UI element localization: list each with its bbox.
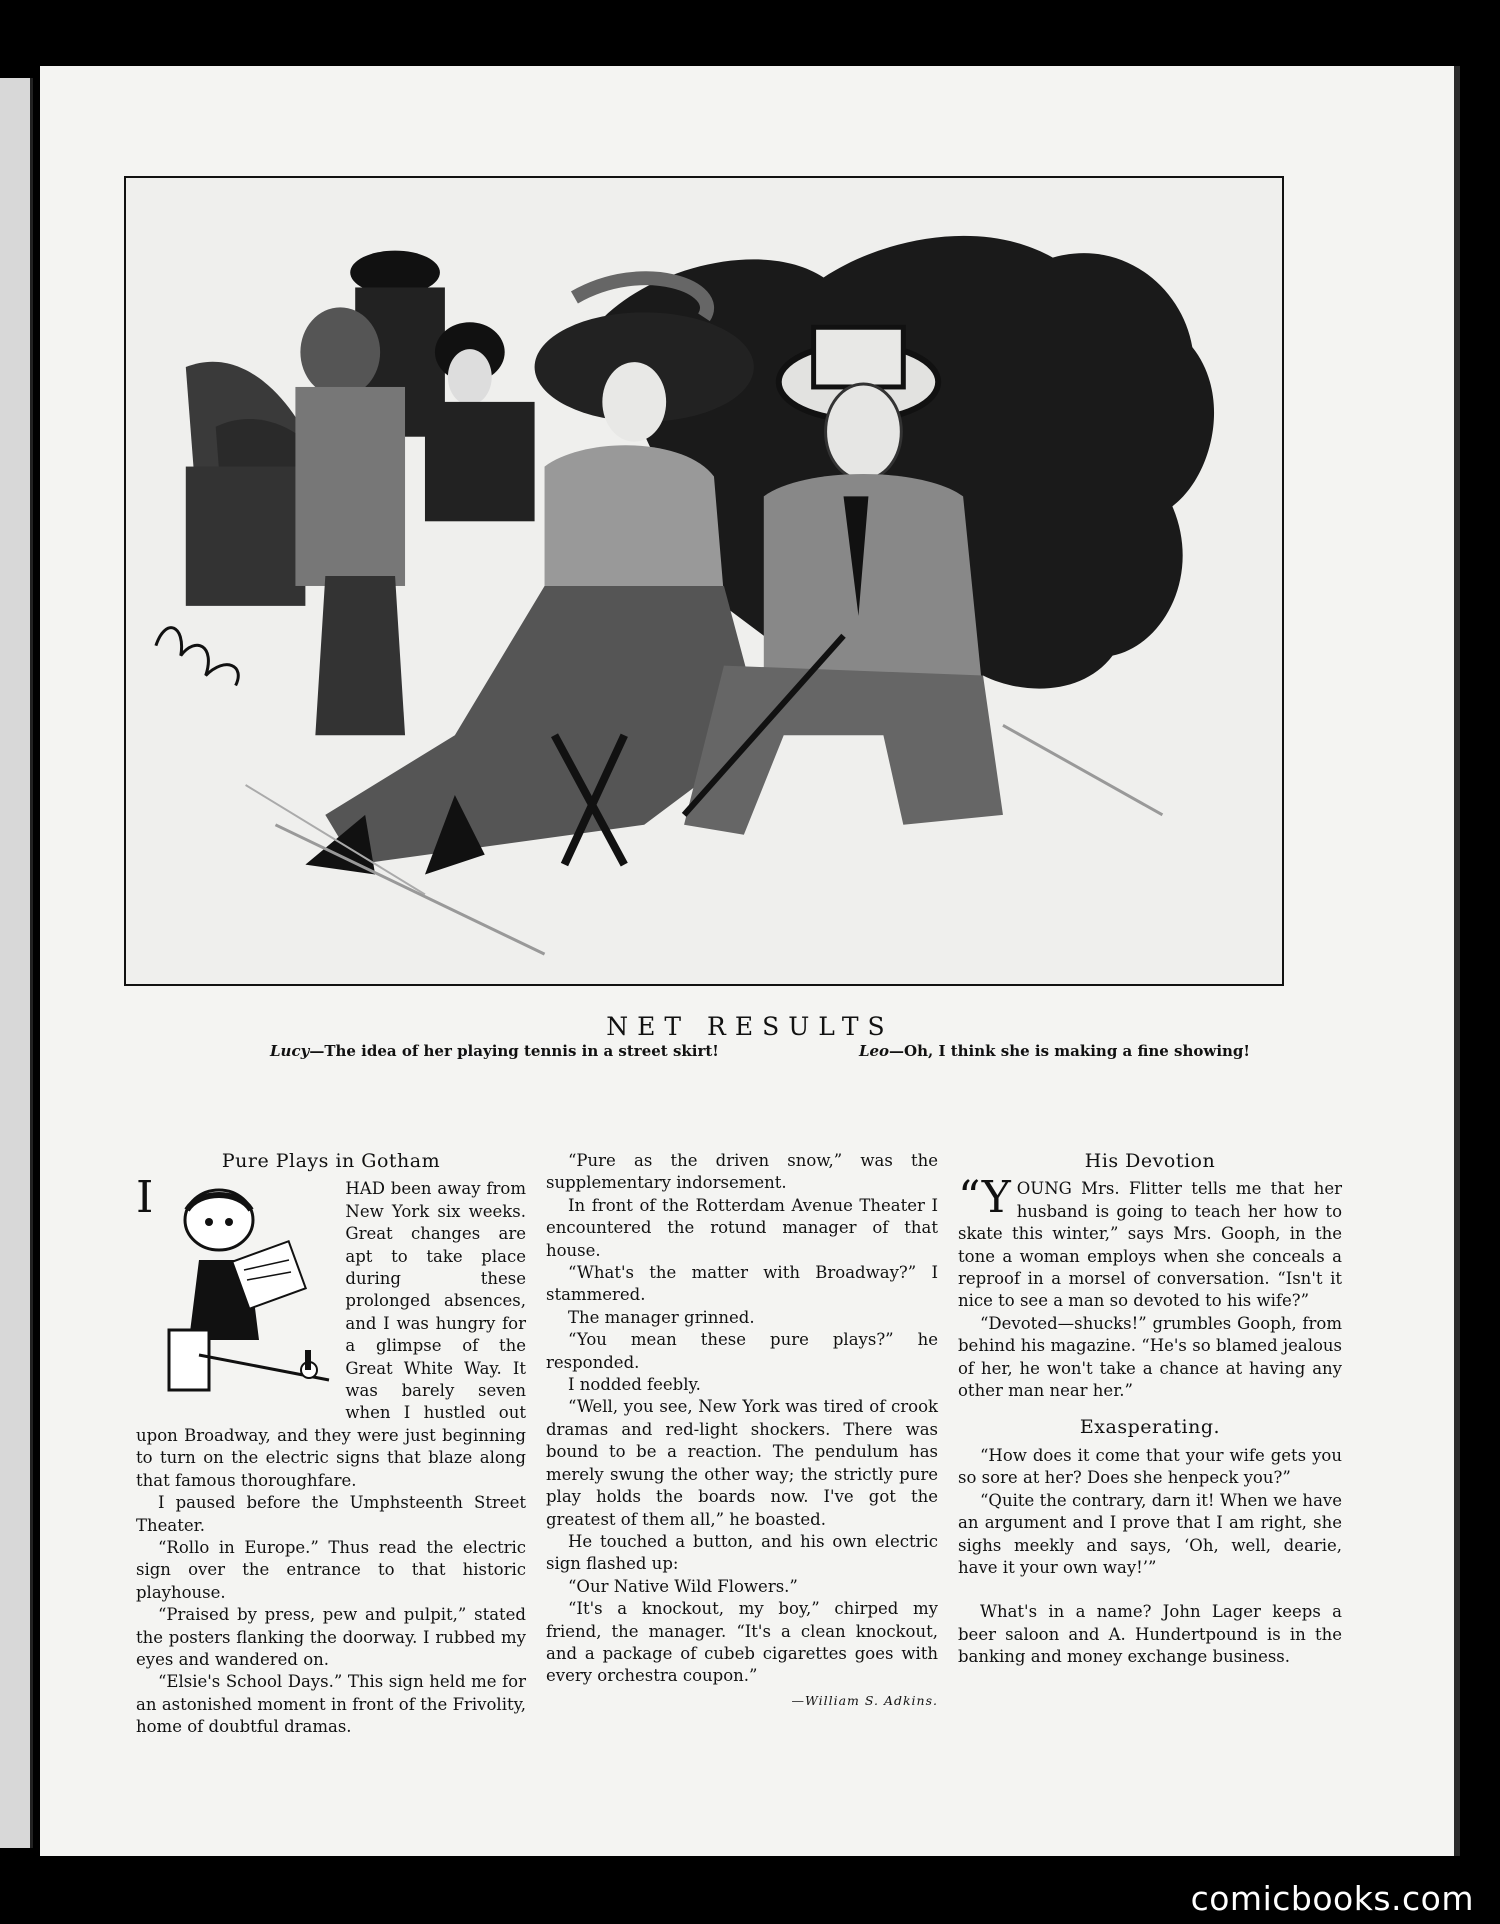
caption-left [270, 1042, 719, 1060]
speaker-lucy: Lucy [270, 1042, 310, 1060]
article-paragraph: “It's a knockout, my boy,” chirped my friend, the manager. “It's a clean knockout, and a package of cubeb cigarettes goes with every orchestra coupon.” [546, 1599, 938, 1686]
article-paragraph: “What's the matter with Broadway?” I stammered. [546, 1263, 938, 1305]
drop-cap: “Y [958, 1172, 1011, 1224]
article-paragraph [136, 1172, 526, 1492]
article-paragraph: I nodded feebly. [568, 1375, 701, 1395]
cartoon-man-reading-icon [159, 1180, 335, 1404]
illustration-drawing [126, 178, 1282, 984]
article-paragraph: “You mean these pure plays?” he responded. [546, 1330, 938, 1372]
illustration-caption [270, 1042, 1250, 1060]
caption-right-text: —Oh, I think she is making a fine showing! [889, 1042, 1250, 1060]
article-paragraph: The manager grinned. [568, 1307, 755, 1327]
illustration-title: NET RESULTS [606, 1012, 894, 1041]
article-paragraph: He touched a button, and his own electric sign flashed up: [546, 1531, 938, 1574]
column-1 [136, 1150, 526, 1739]
column-3 [958, 1150, 1342, 1669]
article-paragraph: “How does it come that your wife gets you so sore at her? Does she henpeck you?” [958, 1445, 1342, 1488]
article-paragraph: In front of the Rotterdam Avenue Theater I encountered the rotund manager of that house. [546, 1195, 938, 1260]
article-paragraph: I paused before the Umphsteenth Street Theater. [136, 1493, 526, 1535]
article-paragraph: “Praised by press, pew and pulpit,” stated the posters flanking the doorway. I rubbed my eyes and wandered on. [136, 1605, 526, 1669]
article-heading-his-devotion: His Devotion [1084, 1150, 1216, 1172]
article-heading-exasperating: Exasperating. [1079, 1416, 1221, 1439]
author-signature: —William S. Adkins. [791, 1692, 938, 1708]
article-paragraph: “Our Native Wild Flowers.” [568, 1576, 798, 1596]
article-heading-pure-plays: Pure Plays in Gotham [221, 1150, 441, 1172]
article-paragraph: “Rollo in Europe.” Thus read the electric sign over the entrance to that historic playhouse. [136, 1537, 526, 1602]
article-paragraph: “Elsie's School Days.” This sign held me for an astonished moment in front of the Frivolity, home of doubtful dramas. [136, 1672, 526, 1737]
caption-left-text: —The idea of her playing tennis in a street skirt! [309, 1042, 719, 1060]
facing-page-edge [0, 78, 33, 1848]
article-paragraph: “Pure as the driven snow,” was the supplementary indorsement. [546, 1151, 938, 1193]
magazine-page [40, 66, 1460, 1856]
speaker-leo: Leo [858, 1042, 890, 1060]
article-paragraph: “Devoted—shucks!” grumbles Gooph, from behind his magazine. “He's so blamed jealous of her, he won't take a chance at having any other man near her.” [958, 1313, 1342, 1401]
column-2 [546, 1150, 938, 1712]
article-paragraph: What's in a name? John Lager keeps a beer saloon and A. Hundertpound is in the banking and money exchange business. [958, 1602, 1342, 1667]
caption-right [859, 1042, 1250, 1060]
article-paragraph: “Quite the contrary, darn it! When we have an argument and I prove that I am right, she sighs meekly and says, ‘Oh, well, dearie, have it your own way!’” [958, 1490, 1342, 1577]
illustration-net-results [124, 176, 1284, 986]
drop-cap: I [136, 1172, 154, 1224]
article-paragraph [958, 1172, 1342, 1312]
site-watermark: comicbooks.com [1190, 1879, 1474, 1918]
article1-p1: HAD been away from New York six weeks. Great changes are apt to take place during these prolonged absences, and I was hungry for a glimpse of the Great White Way. It was barely seven when I hustled out upon Broadway, and they were just beginning to turn on the electric signs that blaze along that famous thoroughfare. [136, 1179, 526, 1490]
article-paragraph: “Well, you see, New York was tired of crook dramas and red-light shockers. There was bound to be a reaction. The pendulum has merely swung the other way; the strictly pure play holds the boards now. I've got the greatest of them all,” he boasted. [546, 1397, 938, 1529]
article2-p1: OUNG Mrs. Flitter tells me that her husband is going to teach her how to skate this winter,” says Mrs. Gooph, in the tone a woman employs when she conceals a reproof in a morsel of conversation. “Isn't it nice to see a man so devoted to his wife?” [958, 1179, 1342, 1311]
